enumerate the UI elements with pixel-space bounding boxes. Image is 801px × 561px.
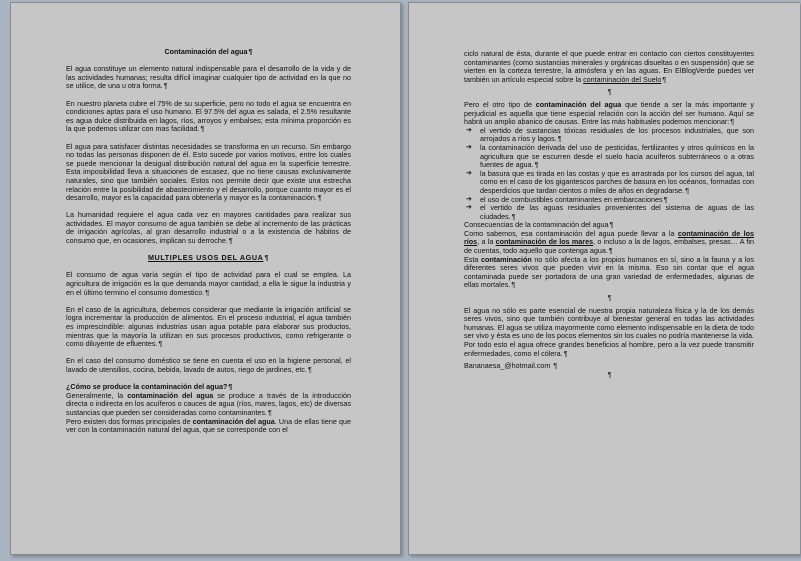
paragraph: ciclo natural de ésta, durante el que puede entrar en contacto con ciertos constituyentes contaminantes (como sustancias minerales y orgánicas disueltas o en suspensión) que se vierten en la corteza terrestre, la atmósfera y en las aguas. En ElBlogVerde puedes ver también un artículo especial sobre la contaminación del Suelo¶ [464,49,754,84]
document-title: Contaminación del agua¶ [164,47,253,56]
page-right-content[interactable] [464,50,754,388]
page-left-content[interactable] [66,48,351,435]
bullet-list [464,127,754,222]
paragraph: El agua constituye un elemento natural indispensable para el desarrollo de la vida y de las actividades humanas; resulta difícil imaginar cualquier tipo de actividad en la que no se utilice, de una u otra forma.¶ [66,64,351,91]
arrow-bullet-icon: ➔ [466,126,472,134]
list-item: ➔ el vertido de las aguas residuales provenientes del sistema de aguas de las ciudades.¶ [466,203,754,221]
paragraph: En el caso de la agricultura, debemos considerar que mediante la irrigación artificial se logra incrementar la producción de alimentos. En el proceso industrial, el agua también es imprescindible: algunas industrias usan agua potable para elaborar sus productos, mientras que la mayoría la utilizan en sus procesos productivos, como refrigerante o como diluyente de efluentes.¶ [66,304,351,349]
list-item: ➔ el uso de combustibles contaminantes en embarcaciones¶ [466,194,668,204]
document-page-left[interactable] [10,2,401,555]
list-item: ➔ el vertido de sustancias tóxicas residuales de los procesos industriales, que son arrojados a ríos y lagos.¶ [466,125,754,144]
section-heading: MULTIPLES USOS DEL AGUA¶ [147,253,270,263]
question-heading: ¿Cómo se produce la contaminación del agua?¶ [66,382,233,392]
link-contaminacion-suelo[interactable]: contaminación del Suelo [583,74,662,84]
paragraph: En el caso del consumo doméstico se tiene en cuenta el uso en la higiene personal, el lavado de utensilios, cocina, bebida, lavado de autos, riego de jardines, etc.¶ [66,356,351,374]
document-page-right[interactable] [408,2,800,555]
paragraph: Esta contaminación no sólo afecta a los propios humanos en sí, sino a la fauna y a los diferentes seres vivos que pueden vivir en la misma. Eso sin contar que el agua contaminada puede ser portadora de una gran variedad de enfermedades, algunas de ellas mortales.¶ [464,254,754,290]
arrow-bullet-icon: ➔ [466,143,472,151]
paragraph: Consecuencias de la contaminación del agua¶ [464,220,614,230]
empty-paragraph: ¶ [607,293,612,303]
paragraph: Generalmente, la contaminación del agua se produce a través de la introducción directa o indirecta en los acuíferos o cauces de agua (ríos, mares, lagos, etc) de diversas sustancias que pueden ser consideradas como contaminantes.¶ [66,390,351,417]
paragraph: Pero el otro tipo de contaminación del agua que tiende a ser la más importante y perjudicial es aquella que tiene especial relación con la acción del ser humano. Aquí se habrá un amplio abanico de causas. Entre las más habituales podemos mencionar:¶ [464,99,755,127]
paragraph: El agua para satisfacer distintas necesidades se transforma en un recurso. Sin embargo no todas las personas disponen de él. Esto sucede por varios motivos, entre los cuales se puede mencionar la desigual distribución natural del agua en la superficie terrestre. Esta imposibilidad lleva a situaciones de escasez, que no tiene causas exclusivamente naturales, sino que también sociales. Estos nos permite decir que existe una estrecha relación entre la posibilidad de abastecimiento y el desarrollo, porque cuanto mayor es el desarrollo, mayor es la capacidad para obtenerla y mayor es la contaminación.¶ [66,141,351,203]
paragraph: Pero existen dos formas principales de contaminación del agua. Una de ellas tiene que ver con la contaminación natural del agua, que se corresponde con el [66,416,351,435]
list-item: ➔ la basura que es tirada en las costas y que es arrastrada por los cursos del agua, tal como en el caso de los gigantescos parches de basura en los océanos, formadas con desperdicios que tardan cientos o miles de años en degradarse.¶ [466,168,754,195]
list-item: ➔ la contaminación derivada del uso de pesticidas, fertilizantes y otros químicos en la agricultura que se escurren desde el suelo hacia acuíferos subterráneos o a otras fuentes de agua.¶ [466,142,754,170]
paragraph: El agua no sólo es parte esencial de nuestra propia naturaleza física y la de los demás seres vivos, sino que también contribuye al bienestar general en todas las actividades humanas. El agua se utiliza mayormente como elemento indispensable en la dieta de todo ser vivo y ésta es uno de los pocos elementos sin los cuales no podría mantenerse la vida. Por todo esto el agua ofrece grandes beneficios al hombre, pero a la vez puede transmitir enfermedades, como el cólera.¶ [464,305,754,358]
paragraph: En nuestro planeta cubre el 75% de su superficie, pero no todo el agua se encuentra en condiciones aptas para el uso humano. El 97.5% del agua es salada, el 2.5% resultante es agua dulce distribuida en lagos, ríos, arroyos y embalses; esta mínima proporción es la que podemos utilizar con mas facilidad.¶ [66,98,351,134]
paragraph: La humanidad requiere el agua cada vez en mayores cantidades para realizar sus actividades. El mayor consumo de agua también se debe al incremento de las prácticas de irrigación agrícolas, al gran desarrollo industrial o a la existencia de hábitos de consumo que, en ocasiones, implican su derroche.¶ [66,210,351,246]
arrow-bullet-icon: ➔ [466,204,472,212]
arrow-bullet-icon: ➔ [466,195,472,203]
email-text: Bananaesa_@hotmail.com ¶ [464,361,558,371]
paragraph: Como sabemos, esa contaminación del agua puede llevar a la contaminación de los ríos, a la contaminación de los mares, o incluso a la de lagos, embalses, presas… A fin de cuentas, todo aquello que contenga agua.¶ [464,228,754,256]
paragraph: El consumo de agua varía según el tipo de actividad para el cual se emplea. La agricultura de irrigación es la que demanda mayor cantidad; a ella le sigue la industria y en el último termino el consumo domestico.¶ [66,270,351,297]
empty-paragraph: ¶ [607,369,612,379]
arrow-bullet-icon: ➔ [466,169,472,177]
empty-paragraph: ¶ [607,87,612,97]
